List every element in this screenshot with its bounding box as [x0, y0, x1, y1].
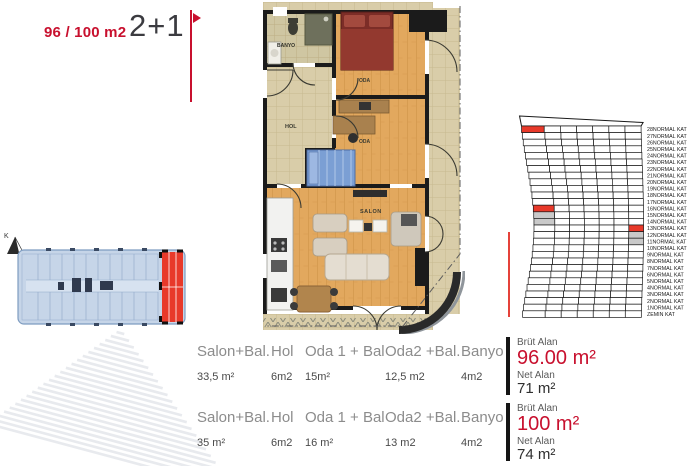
top-corridor-strip	[263, 2, 433, 10]
floor-cell	[628, 251, 643, 258]
north-label: K	[4, 233, 9, 240]
floor-cell	[578, 139, 594, 146]
floor-cell	[611, 291, 627, 298]
floor-cell	[599, 218, 614, 225]
floor-cell	[594, 146, 610, 153]
armchair	[313, 238, 347, 256]
floor-cell	[593, 311, 609, 318]
floor-cell	[584, 238, 599, 245]
net-alan-value: 74 m²	[517, 446, 556, 464]
floor-cell	[533, 238, 554, 245]
floor-cell	[577, 311, 593, 318]
spec-col-value: 4m2	[461, 437, 483, 449]
floor-cell	[594, 304, 610, 311]
floor-cell	[561, 311, 577, 318]
floor-label: 17NORMAL KAT	[647, 199, 687, 206]
area-ratio-label: 96 / 100 m2	[44, 24, 127, 41]
sofa	[325, 254, 389, 280]
floor-cell	[522, 133, 545, 140]
floor-cell	[552, 185, 567, 192]
spec-col-value: 13 m2	[385, 437, 416, 449]
floor-cell	[548, 152, 564, 159]
floor-cell	[531, 185, 552, 192]
single-bed-blue	[307, 150, 355, 186]
floor-cell	[626, 139, 642, 146]
floor-cell	[614, 225, 629, 232]
armchair	[313, 214, 347, 232]
spec-col-header: Hol	[271, 343, 294, 360]
room-label-banyo: BANYO	[277, 43, 296, 49]
floor-cell	[596, 166, 611, 173]
spec-col-value: 33,5 m²	[197, 371, 235, 383]
floor-cell	[562, 146, 578, 153]
floor-cell	[595, 159, 611, 166]
floor-cell	[599, 232, 614, 239]
floor-label: 5NORMAL KAT	[647, 279, 684, 285]
floor-label: 1NORMAL KAT	[647, 305, 684, 312]
building-roof	[520, 116, 644, 126]
spec-col-header: Salon+Bal.	[197, 343, 270, 360]
floor-cell	[594, 298, 610, 305]
floor-cell	[555, 218, 570, 225]
floor-label: 25NORMAL KAT	[647, 147, 687, 153]
floor-cell	[626, 291, 642, 298]
floor-cell	[597, 179, 612, 186]
chair	[348, 133, 358, 143]
floor-cell	[614, 238, 629, 245]
floor-cell	[580, 159, 596, 166]
toilet	[288, 21, 298, 35]
net-alan-label: Net Alan	[517, 436, 555, 448]
floor-cell	[530, 179, 551, 186]
building-section-diagram	[516, 104, 700, 332]
floor-cell	[584, 199, 599, 206]
floor-cell	[583, 258, 598, 265]
floor-label: ZEMIN KAT	[647, 312, 675, 318]
floor-cell	[532, 192, 553, 199]
floor-cell	[547, 298, 563, 305]
net-alan-value: 71 m²	[517, 380, 556, 398]
floor-label: 22NORMAL KAT	[647, 166, 687, 173]
floor-cell	[627, 278, 642, 285]
floor-cell	[570, 225, 585, 232]
floor-label: 14NORMAL KAT	[647, 219, 687, 226]
floor-cell	[566, 172, 581, 179]
room-label-hol: HOL	[285, 124, 297, 130]
floor-cell	[596, 278, 611, 285]
floor-cell	[629, 238, 644, 245]
title-divider-line	[190, 10, 192, 102]
floor-label: 20NORMAL KAT	[647, 180, 687, 186]
red-arrow-icon	[193, 13, 201, 23]
floor-cell	[584, 245, 599, 252]
floor-cell	[524, 146, 546, 153]
spec-col-header: Oda 1 + Bal	[305, 409, 385, 426]
spec-col-header: Hol	[271, 409, 294, 426]
floor-cell	[629, 212, 644, 219]
kitchen-counter	[267, 198, 293, 310]
floor-cell	[597, 265, 612, 272]
floor-cell	[627, 284, 643, 291]
floor-cell	[546, 139, 562, 146]
floor-cell	[563, 152, 579, 159]
floor-cell	[568, 192, 583, 199]
floor-label: 15NORMAL KAT	[647, 213, 687, 219]
floor-label: 8NORMAL KAT	[647, 259, 684, 266]
floor-label: 12NORMAL KAT	[647, 232, 687, 239]
highlighted-floor-cell	[629, 225, 644, 232]
floor-cell	[555, 212, 570, 219]
floor-cell	[569, 245, 584, 252]
floor-cell	[596, 284, 612, 291]
floor-cell	[626, 152, 642, 159]
floor-cell	[546, 304, 562, 311]
floor-cell	[610, 139, 626, 146]
floor-cell	[610, 304, 626, 311]
spec-col-value: 6m2	[271, 437, 293, 449]
highlighted-floor-cell	[522, 126, 545, 133]
floor-cell	[568, 258, 583, 265]
floor-cell	[567, 179, 582, 186]
floor-cell	[551, 271, 566, 278]
room-label-oda2: ODA	[359, 139, 371, 145]
floor-label: 26NORMAL KAT	[647, 140, 687, 147]
floor-cell	[547, 146, 563, 153]
spec-row-type-b	[0, 403, 700, 465]
floor-cell	[609, 311, 625, 318]
floor-label: 9NORMAL KAT	[647, 252, 684, 259]
floor-cell	[593, 126, 609, 133]
floor-cell	[582, 265, 597, 272]
section-pointer-line	[508, 232, 510, 317]
floor-cell	[553, 192, 568, 199]
floor-cell	[527, 284, 549, 291]
floor-label: 19NORMAL KAT	[647, 186, 687, 193]
floor-cell	[533, 245, 554, 252]
floor-cell	[593, 133, 609, 140]
floor-cell	[627, 271, 642, 278]
floor-cell	[551, 179, 566, 186]
floor-label: 6NORMAL KAT	[647, 272, 684, 279]
floor-cell	[613, 192, 628, 199]
area-summary	[517, 403, 579, 463]
floor-cell	[583, 192, 598, 199]
floor-cell	[568, 251, 583, 258]
coffee-table	[349, 220, 363, 232]
floor-cell	[525, 152, 547, 159]
floor-cell	[598, 258, 613, 265]
floor-cell	[563, 298, 579, 305]
floor-cell	[549, 159, 565, 166]
floor-cell	[610, 298, 626, 305]
floor-cell	[564, 284, 580, 291]
floor-cell	[553, 251, 568, 258]
floor-cell	[580, 284, 596, 291]
floor-label: 27NORMAL KAT	[647, 133, 687, 140]
floor-label: 24NORMAL KAT	[647, 153, 687, 160]
floor-cell	[612, 172, 627, 179]
floor-cell	[525, 298, 547, 305]
floor-cell	[611, 166, 626, 173]
floor-cell	[599, 199, 614, 206]
floor-cell	[569, 238, 584, 245]
floor-cell	[598, 251, 613, 258]
floor-cell	[628, 258, 643, 265]
floor-cell	[531, 258, 552, 265]
floor-cell	[577, 126, 593, 133]
floor-cell	[554, 238, 569, 245]
floor-cell	[523, 139, 545, 146]
floor-cell	[550, 278, 565, 285]
floor-cell	[595, 291, 611, 298]
apartment-floor-plan	[263, 2, 465, 334]
floor-cell	[567, 185, 582, 192]
floor-cell	[599, 245, 614, 252]
brut-alan-value: 96.00 m²	[517, 347, 596, 369]
floor-cell	[598, 192, 613, 199]
floor-cell	[627, 166, 642, 173]
floor-cell	[610, 152, 626, 159]
floor-label: 18NORMAL KAT	[647, 193, 687, 200]
floor-cell	[599, 205, 614, 212]
floor-cell	[583, 251, 598, 258]
room-label-oda1: ODA	[359, 78, 371, 84]
floor-cell	[614, 218, 629, 225]
floor-cell	[629, 218, 644, 225]
floor-cell	[564, 291, 580, 298]
floor-cell	[549, 284, 565, 291]
floor-cell	[562, 139, 578, 146]
floor-cell	[529, 172, 551, 179]
floor-cell	[578, 146, 594, 153]
floor-cell	[555, 225, 570, 232]
floor-cell	[625, 126, 641, 133]
brut-alan-label: Brüt Alan	[517, 403, 558, 414]
floor-cell	[577, 133, 593, 140]
floor-cell	[627, 172, 642, 179]
floor-label: 13NORMAL KAT	[647, 226, 687, 233]
spec-col-value: 16 m²	[305, 437, 334, 449]
area-summary	[517, 337, 596, 397]
tv-unit	[353, 190, 387, 197]
floor-cell	[614, 205, 629, 212]
brut-alan-value: 100 m²	[517, 413, 580, 435]
floor-cell	[564, 159, 580, 166]
floor-label: 28NORMAL KAT	[647, 127, 687, 134]
spec-col-value: 15m²	[305, 371, 331, 383]
floor-cell	[625, 133, 641, 140]
floor-cell	[582, 179, 597, 186]
floor-cell	[584, 205, 599, 212]
floor-cell	[534, 212, 555, 219]
room-label-salon: SALON	[360, 209, 382, 215]
dining-table	[290, 286, 338, 312]
floor-cell	[614, 232, 629, 239]
floor-cell	[629, 205, 644, 212]
floor-cell	[597, 172, 612, 179]
floor-cell	[534, 232, 555, 239]
brut-alan-label: Brüt Alan	[517, 337, 558, 348]
floor-cell	[523, 311, 546, 318]
floor-cell	[526, 291, 548, 298]
floor-label: 10NORMAL KAT	[647, 246, 687, 252]
floor-cell	[566, 271, 581, 278]
floor-cell	[579, 291, 595, 298]
floor-cell	[545, 311, 561, 318]
floor-cell	[554, 205, 569, 212]
floor-cell	[610, 146, 626, 153]
floor-cell	[628, 245, 643, 252]
floor-cell	[598, 185, 613, 192]
floor-cell	[554, 199, 569, 206]
floor-plate	[18, 248, 185, 326]
floor-cell	[548, 291, 564, 298]
floor-cell	[569, 205, 584, 212]
floor-cell	[554, 245, 569, 252]
spec-col-value: 12,5 m2	[385, 371, 425, 383]
floor-cell	[527, 159, 549, 166]
floor-cell	[569, 232, 584, 239]
floor-cell	[581, 278, 596, 285]
floor-cell	[611, 284, 627, 291]
floor-label: 7NORMAL KAT	[647, 265, 684, 272]
typical-floor-plate-plan	[2, 228, 198, 330]
floor-cell	[528, 166, 550, 173]
spec-col-value: 35 m²	[197, 437, 226, 449]
floor-cell	[628, 192, 643, 199]
floor-cell	[561, 133, 577, 140]
floor-label: 3NORMAL KAT	[647, 292, 684, 299]
floor-cell	[569, 212, 584, 219]
floor-cell	[628, 185, 643, 192]
floor-cell	[565, 166, 580, 173]
floor-cell	[529, 271, 551, 278]
floor-cell	[613, 265, 628, 272]
spec-col-value: 4m2	[461, 371, 483, 383]
floor-cell	[584, 218, 599, 225]
floor-cell	[524, 304, 546, 311]
floor-cell	[579, 152, 595, 159]
floor-cell	[628, 179, 643, 186]
floor-cell	[613, 185, 628, 192]
floor-label: 21NORMAL KAT	[647, 173, 687, 180]
floor-cell	[612, 179, 627, 186]
divider-bar	[506, 403, 510, 461]
floor-cell	[583, 185, 598, 192]
floor-cell	[580, 166, 595, 173]
floor-cell	[528, 278, 550, 285]
spec-col-header: Oda2 +Bal.	[385, 409, 461, 426]
highlighted-floor-cell	[533, 205, 554, 212]
balcony-floor	[429, 8, 460, 314]
floor-cell	[629, 232, 644, 239]
floor-label: 11NORMAL KAT	[647, 239, 687, 246]
spec-col-header: Salon+Bal.	[197, 409, 270, 426]
floor-label: 4NORMAL KAT	[647, 285, 684, 292]
floor-cell	[562, 304, 578, 311]
unit-type-label: 2+1	[129, 8, 185, 43]
floor-cell	[533, 199, 554, 206]
floor-cell	[569, 199, 584, 206]
floor-cell	[544, 126, 560, 133]
floor-cell	[553, 258, 568, 265]
floor-label: 23NORMAL KAT	[647, 160, 687, 167]
floor-cell	[579, 298, 595, 305]
floor-cell	[611, 159, 627, 166]
spec-col-header: Oda 1 + Bal	[305, 343, 385, 360]
floor-cell	[584, 212, 599, 219]
floor-cell	[599, 238, 614, 245]
floor-cell	[550, 166, 565, 173]
spec-col-header: Banyo	[461, 409, 504, 426]
floor-cell	[565, 278, 580, 285]
floor-cell	[581, 271, 596, 278]
coffee-table	[373, 220, 387, 232]
floor-cell	[625, 311, 641, 318]
floor-cell	[530, 265, 551, 272]
floor-cell	[599, 212, 614, 219]
floor-cell	[567, 265, 582, 272]
floor-cell	[609, 126, 625, 133]
floor-cell	[614, 245, 629, 252]
floor-cell	[545, 133, 561, 140]
net-alan-label: Net Alan	[517, 370, 555, 382]
floor-cell	[627, 159, 643, 166]
floor-cell	[609, 133, 625, 140]
floor-cell	[599, 225, 614, 232]
floor-cell	[555, 232, 570, 239]
floor-cell	[532, 251, 553, 258]
floor-cell	[612, 278, 627, 285]
double-bed	[341, 12, 393, 70]
floor-cell	[581, 172, 596, 179]
divider-bar	[506, 337, 510, 395]
floor-cell	[613, 251, 628, 258]
spec-col-header: Banyo	[461, 343, 504, 360]
floor-cell	[552, 265, 567, 272]
floor-cell	[594, 139, 610, 146]
floor-cell	[626, 146, 642, 153]
floor-cell	[614, 212, 629, 219]
floor-cell	[612, 271, 627, 278]
floor-cell	[534, 218, 555, 225]
floor-cell	[570, 218, 585, 225]
floor-cell	[584, 232, 599, 239]
floor-cell	[584, 225, 599, 232]
floor-cell	[534, 225, 555, 232]
floor-cell	[628, 265, 643, 272]
spec-col-header: Oda2 +Bal.	[385, 343, 461, 360]
spec-row-type-a	[0, 337, 700, 399]
floor-cell	[626, 298, 642, 305]
spec-col-value: 6m2	[271, 371, 293, 383]
floor-cell	[597, 271, 612, 278]
floor-cell	[628, 199, 643, 206]
floor-cell	[578, 304, 594, 311]
highlighted-unit	[159, 250, 183, 325]
floor-cell	[613, 199, 628, 206]
floor-cell	[613, 258, 628, 265]
floor-label: 16NORMAL KAT	[647, 206, 687, 213]
floor-cell	[626, 304, 642, 311]
floor-cell	[551, 172, 566, 179]
floor-label: 2NORMAL KAT	[647, 298, 684, 305]
floor-cell	[560, 126, 576, 133]
floor-cell	[595, 152, 611, 159]
